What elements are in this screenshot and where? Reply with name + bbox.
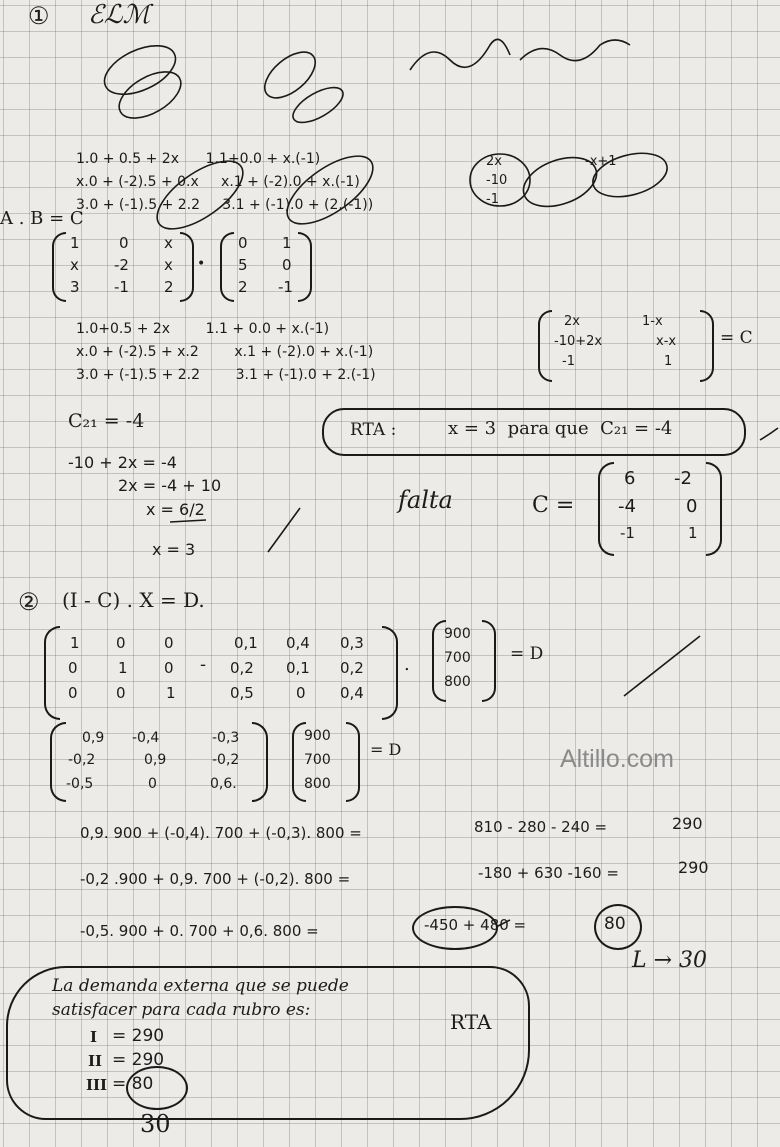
matrix-cell: -0,2 xyxy=(212,752,240,768)
matrix-cell: 0 xyxy=(116,634,126,652)
matrix-cell: -0,4 xyxy=(132,730,160,746)
matrix-cell: 0 xyxy=(686,496,698,517)
scribble xyxy=(257,43,324,106)
solve-line-4: x = 3 xyxy=(152,540,196,559)
matrix-cell: x xyxy=(164,256,173,274)
rubro-label-1: I xyxy=(90,1028,98,1046)
matrix-cell: 0,4 xyxy=(286,634,310,652)
answer-label: RTA : xyxy=(350,420,397,440)
matrix-cell: 1 xyxy=(70,634,80,652)
matrix-cell: 1-x xyxy=(642,314,663,329)
rubro-value-3: = 80 xyxy=(112,1074,154,1094)
problem2-number: ② xyxy=(18,588,40,616)
calc-result-1: 810 - 280 - 240 = xyxy=(474,818,608,836)
matrix-cell: 0 xyxy=(116,684,126,702)
matrix-cell: -0,3 xyxy=(212,730,240,746)
matrix-cell: -2 xyxy=(674,468,692,489)
matrix-cell: 0,6. xyxy=(210,776,237,792)
matrix-cell: 1 xyxy=(166,684,176,702)
calc-total-2: 290 xyxy=(678,858,709,877)
calc-expr-2: -0,2 .900 + 0,9. 700 + (-0,2). 800 = xyxy=(80,870,351,888)
matrix-cell: 0,1 xyxy=(286,659,310,677)
bottom-note: 30 xyxy=(140,1110,171,1138)
rta-label: RTA xyxy=(450,1010,492,1034)
matrix-cell: 0 xyxy=(282,256,292,274)
scribble xyxy=(410,39,510,70)
matrix-cell: 0,4 xyxy=(340,684,364,702)
scribble xyxy=(520,40,630,61)
matrix-cell: 0 xyxy=(238,234,248,252)
scratch-small-1: 2x xyxy=(486,154,502,169)
work-line-3: 3.0 + (-1).5 + 2.2 3.1 + (-1).0 + 2.(-1) xyxy=(76,367,376,383)
equals-c: = C xyxy=(720,328,753,348)
matrix-cell: 5 xyxy=(238,256,248,274)
matrix-cell: 1 xyxy=(282,234,292,252)
matrix-cell: 0,9 xyxy=(82,730,105,746)
calc-expr-1: 0,9. 900 + (-0,4). 700 + (-0,3). 800 = xyxy=(80,824,362,842)
work-line-2: x.0 + (-2).5 + x.2 x.1 + (-2).0 + x.(-1) xyxy=(76,344,374,360)
rubro-value-1: = 290 xyxy=(112,1026,165,1046)
matrix-cell: 1 xyxy=(664,354,673,369)
calc-result-3: -450 + 480 = xyxy=(424,916,527,934)
scribble xyxy=(624,636,700,696)
matrix-cell: -0,2 xyxy=(68,752,96,768)
calc-total-3: 80 xyxy=(604,914,626,934)
scribble xyxy=(146,148,253,241)
scratch-small-3: -1 xyxy=(486,192,499,207)
solve-line-2: 2x = -4 + 10 xyxy=(118,476,222,495)
matrix-cell: -1 xyxy=(114,278,129,296)
matrix-cell: 0,1 xyxy=(234,634,258,652)
matrix-cell: 0 xyxy=(164,634,174,652)
minus-operator: - xyxy=(200,654,207,675)
matrix-cell: 0 xyxy=(119,234,129,252)
c-final-label: C = xyxy=(532,493,575,518)
scribble xyxy=(112,62,189,127)
calc-result-2: -180 + 630 -160 = xyxy=(478,864,619,882)
matrix-cell: 0 xyxy=(296,684,306,702)
matrix-cell: x xyxy=(164,234,173,252)
watermark: Altillo.com xyxy=(560,745,674,773)
scribble xyxy=(498,920,510,926)
vector-cell: 800 xyxy=(444,674,471,690)
matrix-cell: 0,5 xyxy=(230,684,254,702)
equation-ic-x-d: (I - C) . X = D. xyxy=(62,588,205,612)
equals-d-2: = D xyxy=(370,740,402,759)
matrix-cell: -0,5 xyxy=(66,776,94,792)
calc-total-1: 290 xyxy=(672,814,703,833)
conclusion-line-1: La demanda externa que se puede xyxy=(52,976,349,996)
scratch-line-2: x.0 + (-2).5 + 0.x x.1 + (-2).0 + x.(-1) xyxy=(76,174,360,190)
matrix-cell: 0 xyxy=(148,776,157,792)
matrix-cell: -2 xyxy=(114,256,129,274)
scratch-small-right: -x+1 xyxy=(585,154,617,169)
matrix-cell: 2 xyxy=(238,278,248,296)
matrix-cell: 1 xyxy=(70,234,80,252)
matrix-cell: 2 xyxy=(164,278,174,296)
falta-note: falta xyxy=(398,486,453,514)
matrix-cell: 0,9 xyxy=(144,752,167,768)
scratch-line-3: 3.0 + (-1).5 + 2.2 3.1 + (-1).0 + (2.(-1)) xyxy=(76,197,374,213)
scribble xyxy=(276,143,383,236)
matrix-cell: 1 xyxy=(118,659,128,677)
rubro-label-3: III xyxy=(86,1076,108,1094)
problem-marker: ① xyxy=(28,2,50,30)
vector-cell: 700 xyxy=(304,752,331,768)
title-scribble: ℰℒℳ xyxy=(88,0,151,30)
scribble xyxy=(470,154,530,206)
scratch-small-2: -10 xyxy=(486,173,508,188)
matrix-cell: -1 xyxy=(620,524,635,542)
matrix-cell: 0,3 xyxy=(340,634,364,652)
vector-cell: 900 xyxy=(444,626,471,642)
scratch-line-1: 1.0 + 0.5 + 2x 1.1+0.0 + x.(-1) xyxy=(76,151,321,167)
answer-text: x = 3 para que C₂₁ = -4 xyxy=(448,418,673,439)
equals-d: = D xyxy=(510,644,544,664)
scribble xyxy=(288,81,348,130)
scribble xyxy=(588,146,672,204)
matrix-cell: x-x xyxy=(656,334,677,349)
matrix-cell: -1 xyxy=(278,278,293,296)
matrix-cell: 2x xyxy=(564,314,580,329)
scribble xyxy=(760,428,778,440)
scribble xyxy=(268,508,300,552)
vector-cell: 800 xyxy=(304,776,331,792)
dot-operator-2: . xyxy=(404,654,410,675)
scribble xyxy=(170,520,206,522)
matrix-cell: -4 xyxy=(618,496,636,517)
solve-line-1: -10 + 2x = -4 xyxy=(68,453,177,472)
matrix-cell: 0 xyxy=(68,659,78,677)
matrix-cell: 3 xyxy=(70,278,80,296)
matrix-cell: 0 xyxy=(164,659,174,677)
matrix-cell: -1 xyxy=(562,354,575,369)
matrix-cell: 6 xyxy=(624,468,636,489)
matrix-cell: 0 xyxy=(68,684,78,702)
matrix-cell: x xyxy=(70,256,79,274)
scribble xyxy=(97,36,183,104)
equation-abc: A . B = C xyxy=(0,208,84,229)
rubro-label-2: II xyxy=(88,1052,103,1070)
matrix-cell: 0,2 xyxy=(340,659,364,677)
rubro-value-2: = 290 xyxy=(112,1050,165,1070)
c21-statement: C₂₁ = -4 xyxy=(68,410,145,432)
matrix-cell: 1 xyxy=(688,524,698,542)
vector-cell: 900 xyxy=(304,728,331,744)
solve-line-3: x = 6/2 xyxy=(146,500,205,519)
vector-cell: 700 xyxy=(444,650,471,666)
conclusion-line-2: satisfacer para cada rubro es: xyxy=(52,1000,311,1020)
dot-operator: • xyxy=(197,256,206,272)
matrix-cell: 0,2 xyxy=(230,659,254,677)
side-note: L → 30 xyxy=(632,948,708,973)
calc-expr-3: -0,5. 900 + 0. 700 + 0,6. 800 = xyxy=(80,922,319,940)
work-line-1: 1.0+0.5 + 2x 1.1 + 0.0 + x.(-1) xyxy=(76,321,330,337)
matrix-cell: -10+2x xyxy=(554,334,603,349)
